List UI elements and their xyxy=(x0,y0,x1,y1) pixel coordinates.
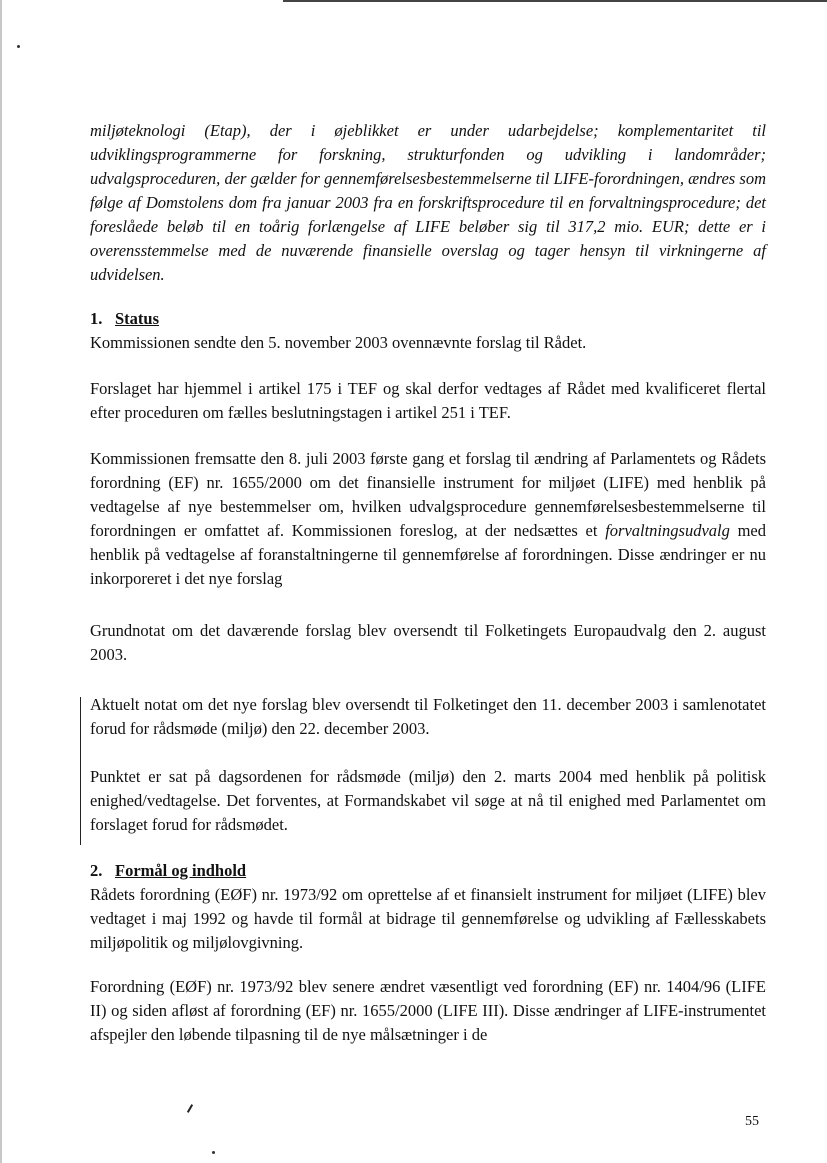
intro-paragraph: miljøteknologi (Etap), der i øjeblikket er under udarbejdelse; komplementaritet til udviklingsprogrammerne for forskning, strukturfonden og udvikling i landområder; udvalgsproceduren, der gælder for gennemførelsesbestemmelserne til LIFE-forordningen, ændres som følge af Domstolens dom fra januar 2003 fra en forskriftsprocedure til en forvaltningsprocedure; det foreslåede beløb til en toårig forlængelse af LIFE beløber sig til 317,2 mio. EUR; dette er i overensstemmelse med de nuværende finansielle overslag og tager hensyn til virkningerne af udvidelsen. xyxy=(90,121,766,284)
section-1-paragraph-3-italic: forvaltningsudvalg xyxy=(605,521,730,540)
revision-bar xyxy=(80,697,81,845)
section-1-paragraph-3-text-a: Kommissionen fremsatte den 8. juli 2003 første gang et forslag til ændring af Parlamentets og Rådets forordning (EF) nr. 1655/2000 om det finansielle instrument for miljøet (LIFE) med henblik på vedtagelse af nye bestemmelser om, hvilken udvalgsprocedure gennemførelsesbestemmelserne til forordningen er omfattet af. Kommissionen foreslog, at der nedsættes et xyxy=(90,449,766,540)
page-number: 55 xyxy=(745,1114,759,1129)
section-2-paragraph-1: Rådets forordning (EØF) nr. 1973/92 om oprettelse af et finansielt instrument for miljøet (LIFE) blev vedtaget i maj 1992 og havde til formål at bidrage til gennemførelse og udvikling af Fællesskabets miljøpolitik og miljølovgivning. xyxy=(90,885,766,952)
section-2-heading xyxy=(90,859,766,883)
section-2-title: Formål og indhold xyxy=(115,861,247,880)
section-2-number: 2. xyxy=(90,861,103,880)
scan-speck xyxy=(212,1151,215,1154)
section-1-paragraph-6: Punktet er sat på dagsordenen for rådsmøde (miljø) den 2. marts 2004 med henblik på politisk enighed/vedtagelse. Det forventes, at Formandskabet vil søge at nå til enighed med Parlamentet om forslaget forud for rådsmødet. xyxy=(90,767,766,834)
section-1-paragraph-5: Aktuelt notat om det nye forslag blev oversendt til Folketinget den 11. december 2003 i samlenotatet forud for rådsmøde (miljø) den 22. december 2003. xyxy=(90,695,766,738)
scan-edge xyxy=(0,0,2,1163)
top-rule xyxy=(283,0,827,2)
page-body xyxy=(90,119,766,1047)
section-1-number: 1. xyxy=(90,309,103,328)
section-1-paragraph-1: Kommissionen sendte den 5. november 2003 ovennævnte forslag til Rådet. xyxy=(90,333,587,352)
section-1-paragraph-2: Forslaget har hjemmel i artikel 175 i TEF og skal derfor vedtages af Rådet med kvalificeret flertal efter proceduren om fælles beslutningstagen i artikel 251 i TEF. xyxy=(90,379,766,422)
section-1-paragraph-3-text-b: med henblik på vedtagelse af foranstaltningerne til gennemførelse af forordningen. Disse ændringer er nu inkorporeret i det nye forslag xyxy=(90,521,766,588)
scan-mark xyxy=(187,1104,193,1113)
section-1-paragraph-3 xyxy=(90,447,766,591)
section-1-paragraph-4: Grundnotat om det daværende forslag blev oversendt til Folketingets Europaudvalg den 2. august 2003. xyxy=(90,621,766,664)
scan-speck xyxy=(17,45,20,48)
section-1-title: Status xyxy=(115,309,160,328)
section-2-paragraph-2: Forordning (EØF) nr. 1973/92 blev senere ændret væsentligt ved forordning (EF) nr. 1404/96 (LIFE II) og siden afløst af forordning (EF) nr. 1655/2000 (LIFE III). Disse ændringer af LIFE-instrumentet afspejler den løbende tilpasning til de nye målsætninger i de xyxy=(90,977,766,1044)
section-1-heading xyxy=(90,307,766,331)
